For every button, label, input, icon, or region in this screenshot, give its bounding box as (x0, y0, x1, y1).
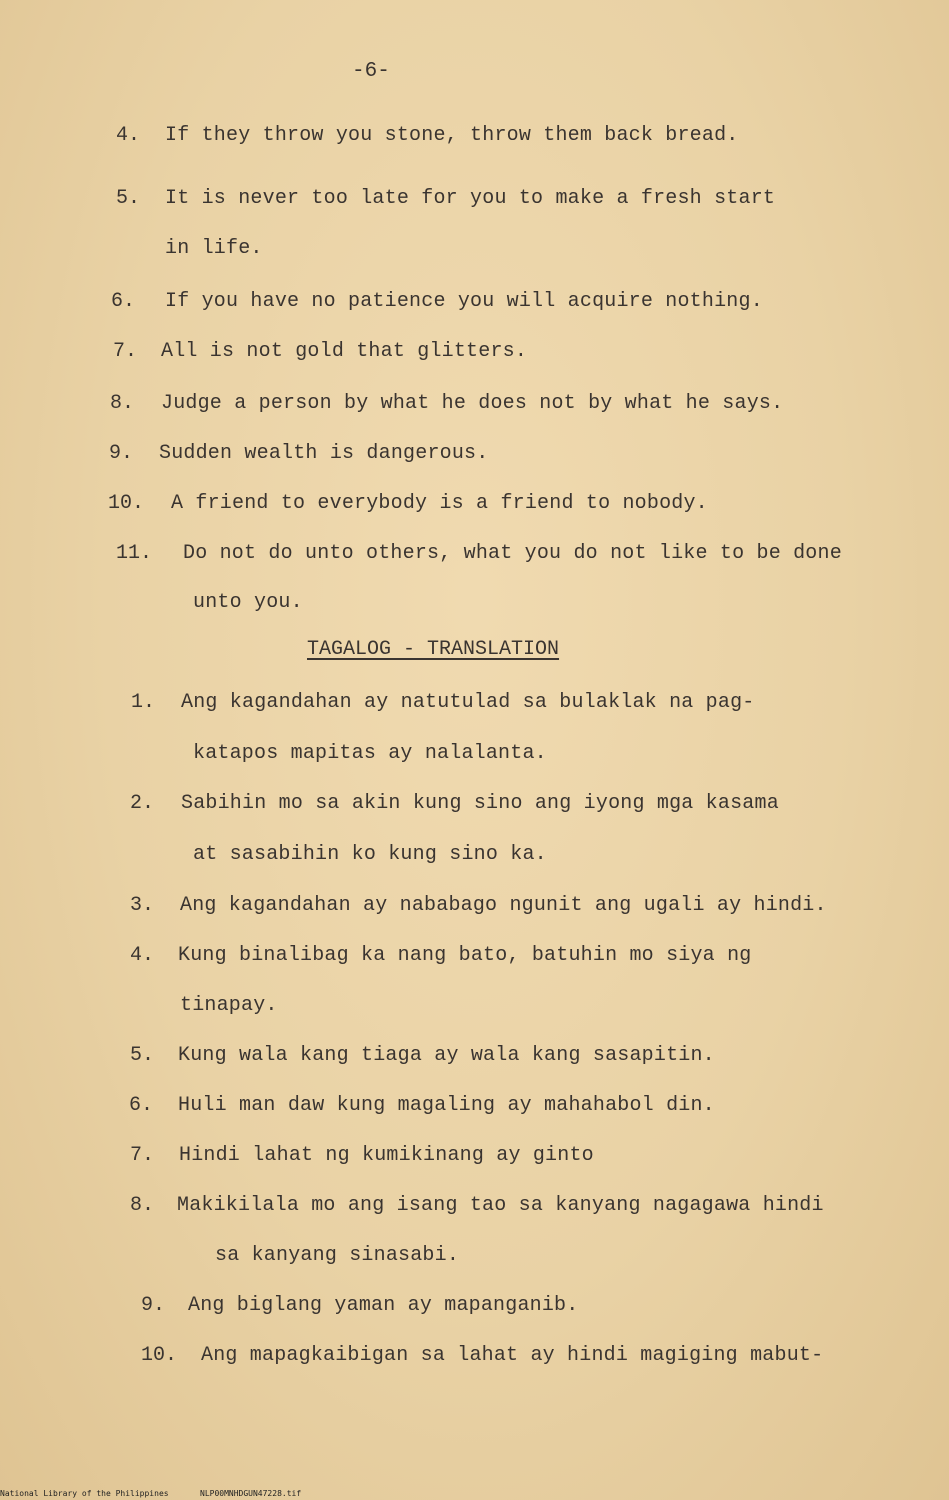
item-number: 5. (130, 1044, 155, 1067)
item-number: 2. (130, 792, 155, 815)
item-number: 10. (141, 1344, 178, 1367)
item-text: If they throw you stone, throw them back bread. (165, 124, 739, 147)
item-number: 8. (110, 392, 135, 415)
footer-filename: NLP00MNHDGUN47228.tif (200, 1489, 302, 1498)
item-text: Judge a person by what he does not by what he says. (161, 392, 784, 415)
section-title: TAGALOG - TRANSLATION (307, 638, 560, 661)
item-number: 7. (113, 340, 138, 363)
item-number: 10. (108, 492, 145, 515)
item-number: 1. (131, 691, 156, 714)
item-text: Huli man daw kung magaling ay mahahabol din. (178, 1094, 715, 1117)
item-text: Hindi lahat ng kumikinang ay ginto (179, 1144, 594, 1167)
item-text-continuation: at sasabihin ko kung sino ka. (193, 843, 547, 866)
item-text: It is never too late for you to make a fresh start (165, 187, 776, 210)
item-text: Sabihin mo sa akin kung sino ang iyong mga kasama (181, 792, 779, 815)
item-number: 8. (130, 1194, 155, 1217)
item-text: Makikilala mo ang isang tao sa kanyang nagagawa hindi (177, 1194, 824, 1217)
item-text: Ang kagandahan ay nababago ngunit ang ugali ay hindi. (180, 894, 827, 917)
item-text-continuation: sa kanyang sinasabi. (215, 1244, 460, 1267)
item-number: 11. (116, 542, 153, 565)
item-number: 5. (116, 187, 141, 210)
item-text: Ang mapagkaibigan sa lahat ay hindi magiging mabut- (201, 1344, 824, 1367)
page-number: -6- (352, 60, 390, 83)
item-text: Kung wala kang tiaga ay wala kang sasapitin. (178, 1044, 715, 1067)
item-number: 7. (130, 1144, 155, 1167)
item-number: 3. (130, 894, 155, 917)
item-text: Ang biglang yaman ay mapanganib. (188, 1294, 579, 1317)
item-text: Ang kagandahan ay natutulad sa bulaklak na pag- (181, 691, 755, 714)
item-number: 6. (129, 1094, 154, 1117)
item-number: 6. (111, 290, 136, 313)
item-number: 9. (141, 1294, 166, 1317)
item-text: Do not do unto others, what you do not like to be done (183, 542, 842, 565)
item-number: 9. (109, 442, 134, 465)
item-text-continuation: tinapay. (180, 994, 278, 1017)
item-number: 4. (116, 124, 141, 147)
footer-library: National Library of the Philippines (0, 1489, 169, 1498)
item-text: All is not gold that glitters. (161, 340, 528, 363)
item-text-continuation: unto you. (193, 591, 303, 614)
item-text-continuation: katapos mapitas ay nalalanta. (193, 742, 547, 765)
item-text: Kung binalibag ka nang bato, batuhin mo siya ng (178, 944, 752, 967)
item-text: A friend to everybody is a friend to nobody. (171, 492, 708, 515)
item-text-continuation: in life. (165, 237, 263, 260)
item-text: If you have no patience you will acquire nothing. (165, 290, 763, 313)
item-text: Sudden wealth is dangerous. (159, 442, 489, 465)
item-number: 4. (130, 944, 155, 967)
